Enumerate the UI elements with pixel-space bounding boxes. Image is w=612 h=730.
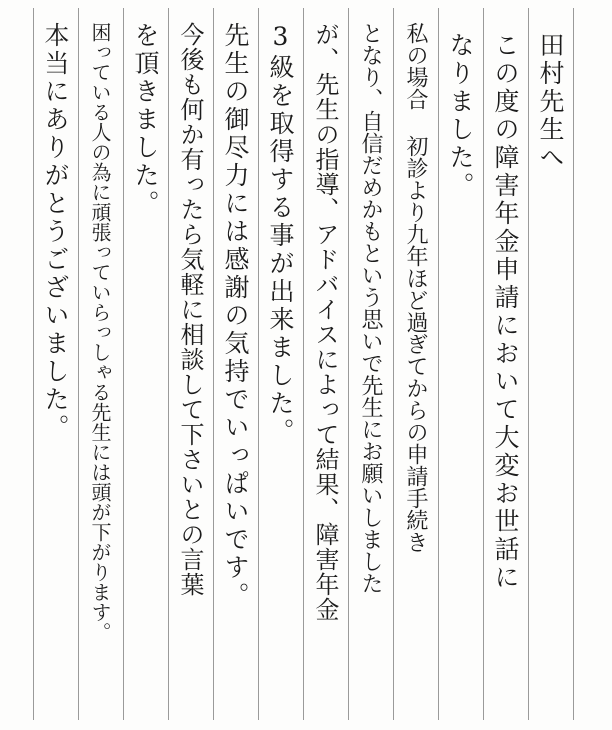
ruled-line [573, 8, 574, 720]
ruled-line [213, 8, 214, 720]
letter-line: 先生の御尽力には感謝の気持でいっぱいです。 [221, 22, 250, 610]
ruled-line [348, 8, 349, 720]
ruled-line [33, 8, 34, 720]
ruled-line [168, 8, 169, 720]
letter-line: 困っている人の為に頑張っていらっしゃる先生には頭が下がります。 [88, 22, 112, 642]
ruled-line [258, 8, 259, 720]
salutation-line: 田村先生へ [536, 32, 565, 172]
ruled-line [528, 8, 529, 720]
letter-line: が、先生の指導、アドバイスによって結果、障害年金 [311, 22, 339, 622]
letter-line: 私の場合 初診より九年ほど過ぎてからの申請手続き [403, 22, 428, 553]
ruled-line [393, 8, 394, 720]
letter-line: 3級を取得する事が出来ました。 [266, 22, 295, 446]
ruled-line [438, 8, 439, 720]
letter-line: を頂きました。 [131, 22, 160, 218]
ruled-line [78, 8, 79, 720]
ruled-line [303, 8, 304, 720]
ruled-line [483, 8, 484, 720]
letter-line: なりました。 [446, 32, 475, 200]
letter-line: 今後も何か有ったら気軽に相談して下さいとの言葉 [176, 22, 204, 597]
letter-line: この度の障害年金申請において大変お世話に [491, 32, 520, 592]
ruled-line [123, 8, 124, 720]
closing-line: 本当にありがとうございました。 [41, 22, 70, 442]
letter-line: となり、自信だめかもという思いで先生にお願いしました [358, 22, 383, 594]
